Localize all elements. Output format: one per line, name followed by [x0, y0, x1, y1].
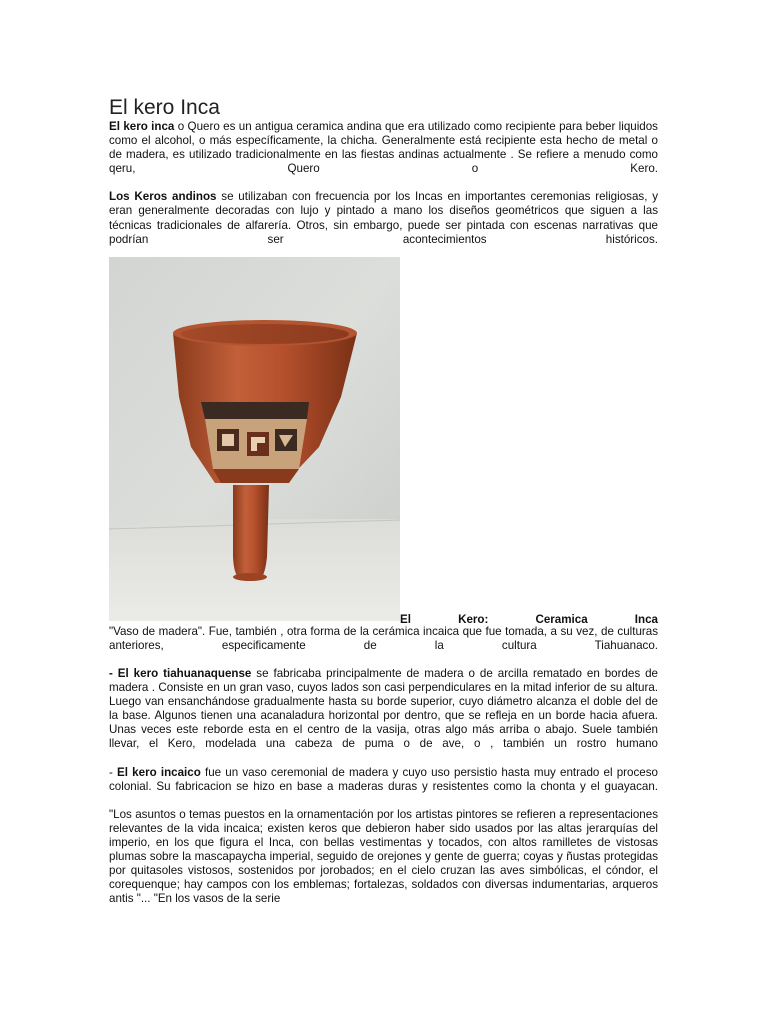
document-title: El kero Inca: [109, 96, 220, 119]
paragraph-keros-andinos-text: se utilizaban con frecuencia por los Incas en importantes ceremonias religiosas, y eran generalmente decoradas con lujo y pintado a mano los diseños geométricos que siguen a las técnicas tradicionales de alfarería. Otros, sin embargo, puede ser pintada con escenas narrativas que podrían ser acontecimientos históricos.: [109, 190, 658, 246]
caption-word: Inca: [634, 612, 658, 626]
paragraph-vaso-de-madera: "Vaso de madera". Fue, también , otra forma de la cerámica incaica que fue tomada, a su vez, de culturas anteriores, especificamente de la cultura Tiahuanaco.: [109, 624, 658, 652]
paragraph-kero-incaico-lead: El kero incaico: [117, 765, 201, 779]
paragraph-keros-andinos: [109, 190, 658, 246]
figure: [109, 257, 658, 625]
kero-vase-image: [109, 257, 400, 621]
paragraph-ornamentacion: "Los asuntos o temas puestos en la ornamentación por los artistas pintores se refieren a representaciones relevantes de la vida incaica; existen keros que debieron haber sido usados por las altas jerarquías del imperio, en los que figura el Inca, con bellas vestimentas y tocados, con altos ramilletes de vistosas plumas sobre la mascapaycha imperial, seguido de orejones y gente de guerra; coyas y ñustas protegidas por quitasoles vistosos, sostenidos por jorobados; en el cielo cruzan las aves simbólicas, el cóndor, el corequenque; hay campos con los emblemas; fortalezas, soldados con diversas indumentarias, arqueros antis "... "En los vasos de la serie: [109, 807, 658, 906]
paragraph-keros-andinos-lead: Los Keros andinos: [109, 190, 217, 204]
document-page: [109, 96, 658, 906]
paragraph-kero-incaico-prefix: -: [109, 765, 118, 779]
paragraph-kero-tiahuanaquense-text: se fabricaba principalmente de madera o de arcilla rematado en bordes de madera . Consiste en un gran vaso, cuyos lados son casi perpendiculares en la mitad inferior de su altura. Luego van ensanchándose gradualmente hasta su borde superior, cuyo diámetro alcanza el doble del de la base. Algunos tienen una acanaladura horizontal por dentro, que se refleja en un borde hacia afuera. Unas veces este reborde esta en el centro de la vasija, otras algo más arriba o abajo. Suele también llevar, el Kero, modelada una cabeza de puma o de ave, o , también un rostro humano: [109, 666, 658, 751]
caption-word: El: [400, 612, 411, 626]
paragraph-intro: [109, 120, 658, 176]
paragraph-intro-lead: El kero inca: [109, 120, 175, 133]
paragraph-kero-tiahuanaquense: [109, 667, 658, 752]
paragraph-intro-text: o Quero es un antigua ceramica andina que era utilizado como recipiente para beber liquidos como el alcohol, o más específicamente, la chicha. Generalmente está recipiente esta hecho de metal o de madera, es utilizado tradicionalmente en las fiestas andinas actualmente . Se refiere a menudo como qeru, Quero o Kero.: [109, 120, 658, 176]
kero-vase-photo: [109, 257, 400, 621]
paragraph-kero-tiahuanaquense-lead: - El kero tiahuanaquense: [109, 666, 252, 680]
paragraph-kero-incaico-text: fue un vaso ceremonial de madera y cuyo uso persistio hasta muy entrado el proceso colonial. Su fabricacion se hizo en base a maderas duras y resistentes como la chonta y el guayacan.: [109, 765, 658, 793]
figure-caption: [400, 613, 658, 627]
paragraph-kero-incaico: [109, 766, 658, 794]
caption-word: Kero:: [458, 612, 489, 626]
caption-word: Ceramica: [535, 612, 588, 626]
